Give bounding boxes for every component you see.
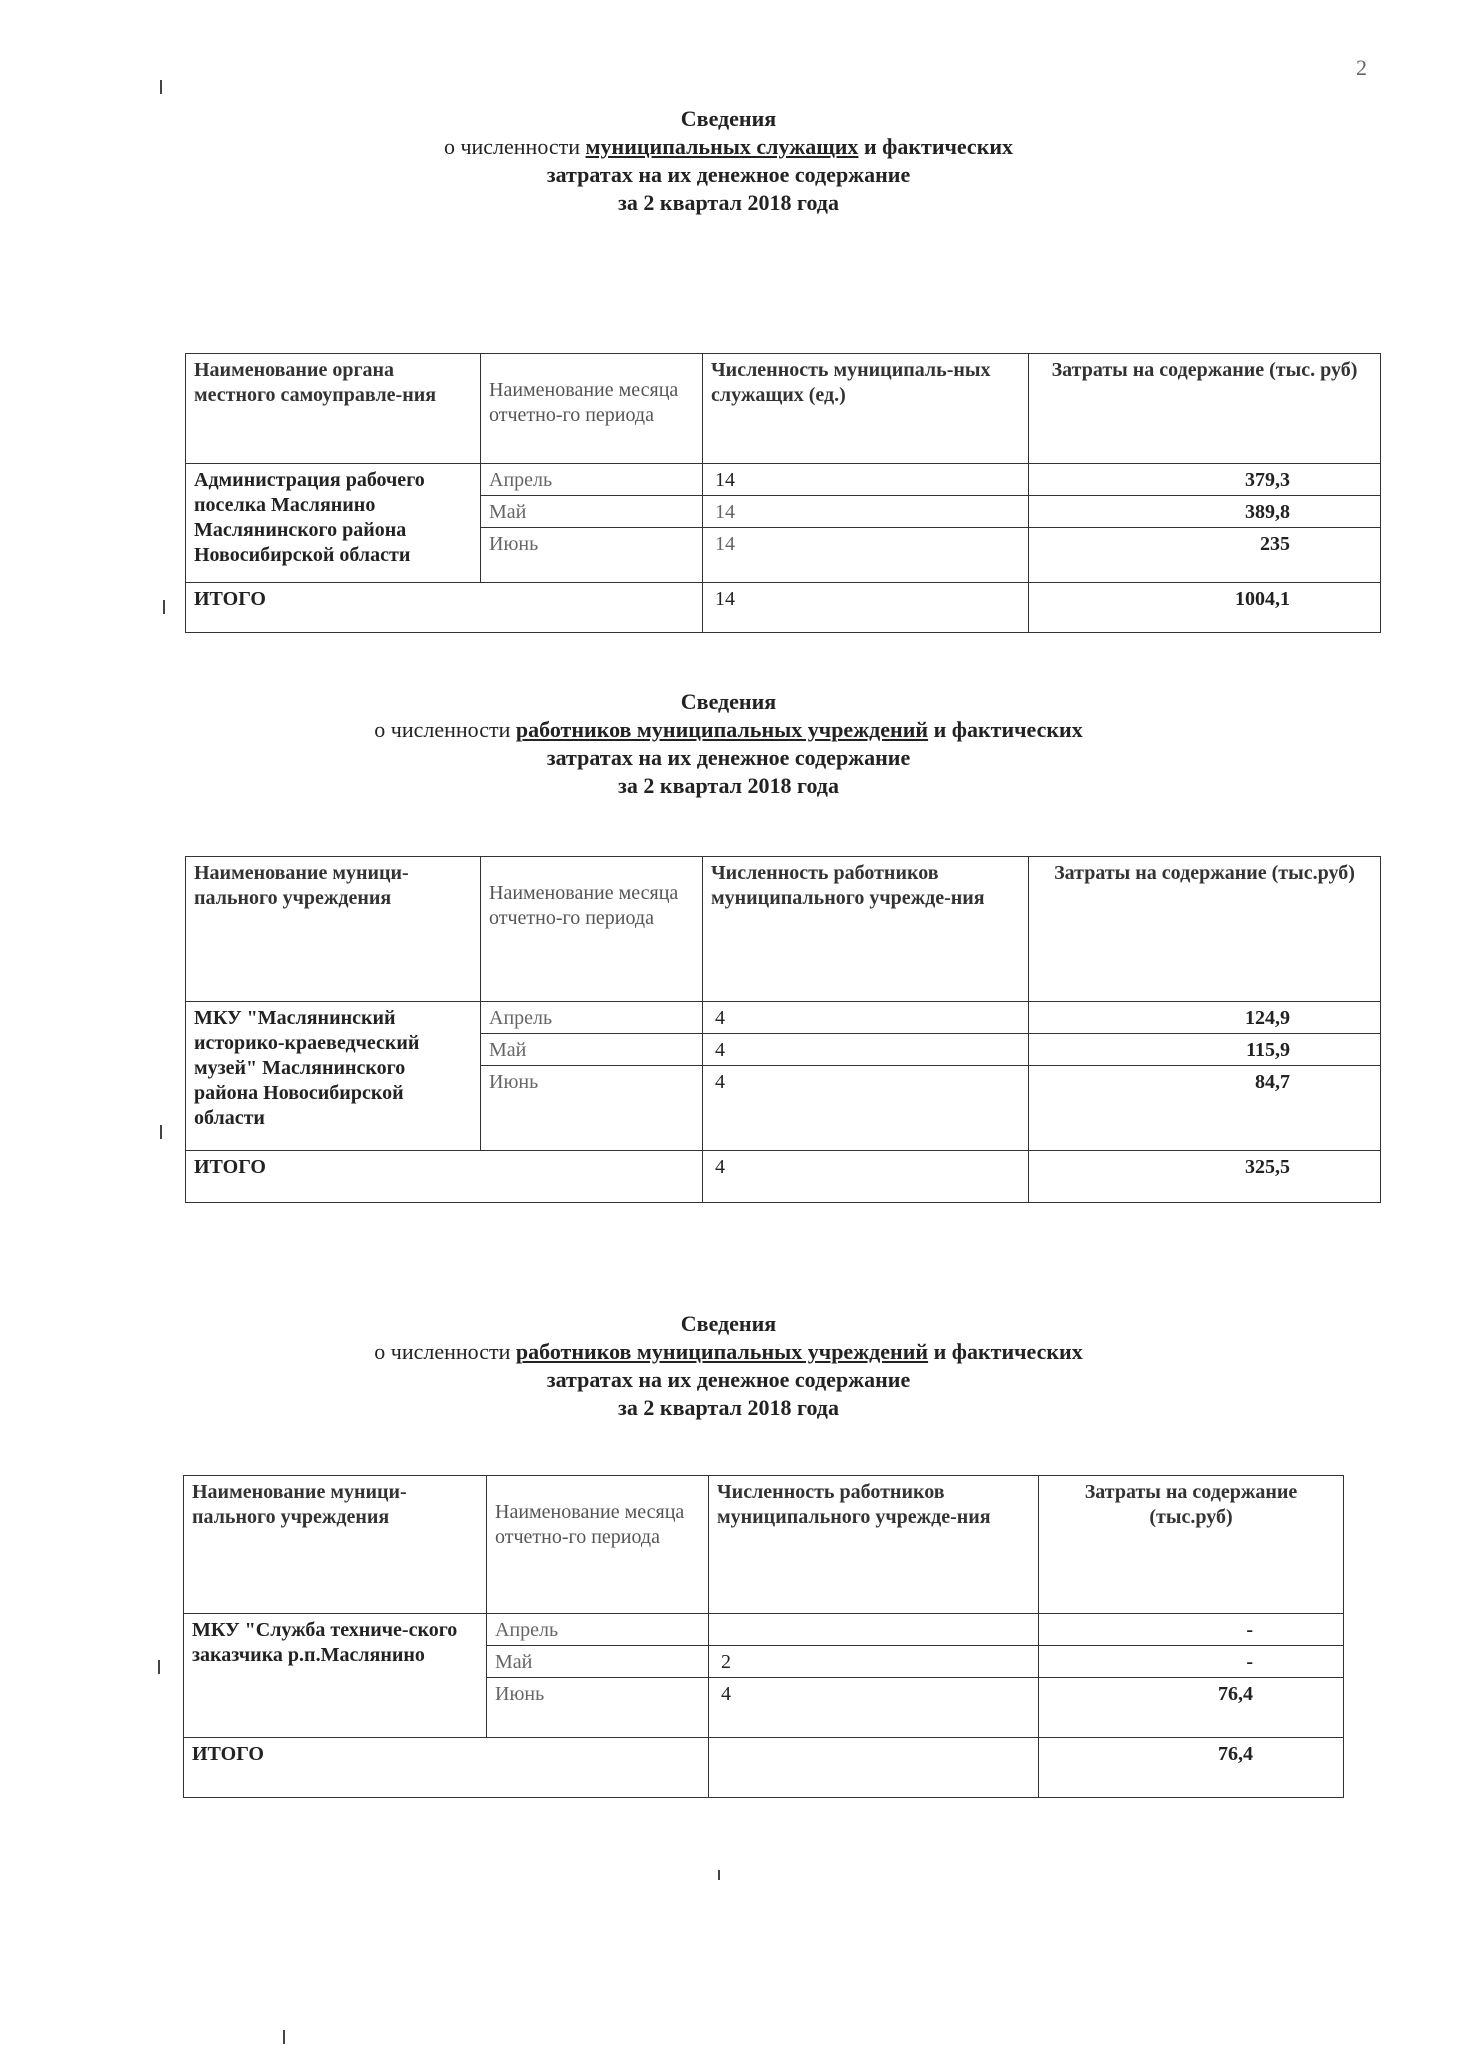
- total-cost: 76,4: [1039, 1738, 1344, 1798]
- month-cell: Апрель: [481, 464, 703, 496]
- table-header-row: [186, 857, 1381, 1002]
- count-cell: 14: [703, 464, 1029, 496]
- table-header-row: [184, 1476, 1344, 1614]
- header-cost: Затраты на содержание (тыс.руб): [1039, 1476, 1344, 1614]
- month-cell: Май: [481, 496, 703, 528]
- total-count: 14: [703, 583, 1029, 633]
- section-3-table: [183, 1475, 1344, 1798]
- section-2-heading: [0, 688, 1457, 800]
- section-3-subject: о численности работников муниципальных учреждений и фактических: [374, 1339, 1083, 1364]
- section-3-heading: [0, 1310, 1457, 1422]
- month-cell: Июнь: [481, 1066, 703, 1151]
- cost-cell: 389,8: [1029, 496, 1381, 528]
- total-row: [184, 1738, 1344, 1798]
- cost-cell: 235: [1029, 528, 1381, 583]
- cost-cell: -: [1039, 1614, 1344, 1646]
- cost-cell: 124,9: [1029, 1002, 1381, 1034]
- scan-speck: [160, 80, 162, 94]
- total-count: 4: [703, 1151, 1029, 1203]
- table-row: [186, 1002, 1381, 1034]
- section-1-table: [185, 353, 1381, 633]
- scan-speck: [158, 1660, 160, 1674]
- month-cell: Май: [481, 1034, 703, 1066]
- cost-cell: 115,9: [1029, 1034, 1381, 1066]
- header-count: Численность муниципаль-ных служащих (ед.): [703, 354, 1029, 464]
- header-cost: Затраты на содержание (тыс. руб): [1029, 354, 1381, 464]
- cost-cell: 379,3: [1029, 464, 1381, 496]
- month-cell: Апрель: [487, 1614, 709, 1646]
- header-month: Наименование месяца отчетно-го периода: [481, 354, 703, 464]
- scan-speck: [160, 1125, 162, 1139]
- month-cell: Апрель: [481, 1002, 703, 1034]
- header-month: Наименование месяца отчетно-го периода: [487, 1476, 709, 1614]
- section-1-subject: о численности муниципальных служащих и фактических: [443, 134, 1014, 159]
- section-1-title: Сведения: [680, 106, 777, 131]
- page-number: 2: [1356, 55, 1367, 80]
- count-cell: 14: [703, 528, 1029, 583]
- section-1-subtitle: затратах на их денежное содержание: [546, 162, 911, 187]
- section-3-period: за 2 квартал 2018 года: [618, 1395, 839, 1420]
- cost-cell: 84,7: [1029, 1066, 1381, 1151]
- total-label: ИТОГО: [186, 1151, 703, 1203]
- header-count: Численность работников муниципального учрежде-ния: [703, 857, 1029, 1002]
- month-cell: Май: [487, 1646, 709, 1678]
- total-cost: 1004,1: [1029, 583, 1381, 633]
- total-label: ИТОГО: [184, 1738, 709, 1798]
- cost-cell: 76,4: [1039, 1678, 1344, 1738]
- section-2-subtitle: затратах на их денежное содержание: [546, 745, 911, 770]
- org-name: МКУ "Маслянинский историко-краеведческий музей" Маслянинского района Новосибирской области: [186, 1002, 481, 1151]
- section-2-title: Сведения: [680, 689, 777, 714]
- table-row: [186, 464, 1381, 496]
- header-count: Численность работников муниципального учрежде-ния: [709, 1476, 1039, 1614]
- count-cell: 4: [709, 1678, 1039, 1738]
- total-label: ИТОГО: [186, 583, 703, 633]
- scan-speck: [163, 600, 165, 614]
- section-1-period: за 2 квартал 2018 года: [618, 190, 839, 215]
- org-name: Администрация рабочего поселка Маслянино Маслянинского района Новосибирской области: [186, 464, 481, 583]
- total-row: [186, 1151, 1381, 1203]
- section-2-subject: о численности работников муниципальных учреждений и фактических: [374, 717, 1083, 742]
- header-org: Наименование муници-пального учреждения: [184, 1476, 487, 1614]
- section-2-table: [185, 856, 1381, 1203]
- month-cell: Июнь: [481, 528, 703, 583]
- header-cost: Затраты на содержание (тыс.руб): [1029, 857, 1381, 1002]
- header-month: Наименование месяца отчетно-го периода: [481, 857, 703, 1002]
- org-name: МКУ "Служба техниче-ского заказчика р.п.Маслянино: [184, 1614, 487, 1738]
- month-cell: Июнь: [487, 1678, 709, 1738]
- count-cell: 2: [709, 1646, 1039, 1678]
- header-org: Наименование органа местного самоуправле-ния: [186, 354, 481, 464]
- count-cell: [709, 1614, 1039, 1646]
- scan-speck: [283, 2030, 285, 2044]
- header-org: Наименование муници-пального учреждения: [186, 857, 481, 1002]
- section-3-subtitle: затратах на их денежное содержание: [546, 1367, 911, 1392]
- section-1-heading: [0, 105, 1457, 217]
- total-row: [186, 583, 1381, 633]
- table-row: [184, 1614, 1344, 1646]
- count-cell: 4: [703, 1002, 1029, 1034]
- total-cost: 325,5: [1029, 1151, 1381, 1203]
- count-cell: 14: [703, 496, 1029, 528]
- cost-cell: -: [1039, 1646, 1344, 1678]
- section-3-title: Сведения: [680, 1311, 777, 1336]
- table-header-row: [186, 354, 1381, 464]
- count-cell: 4: [703, 1034, 1029, 1066]
- section-2-period: за 2 квартал 2018 года: [618, 773, 839, 798]
- total-count: [709, 1738, 1039, 1798]
- scan-speck: [718, 1870, 720, 1880]
- count-cell: 4: [703, 1066, 1029, 1151]
